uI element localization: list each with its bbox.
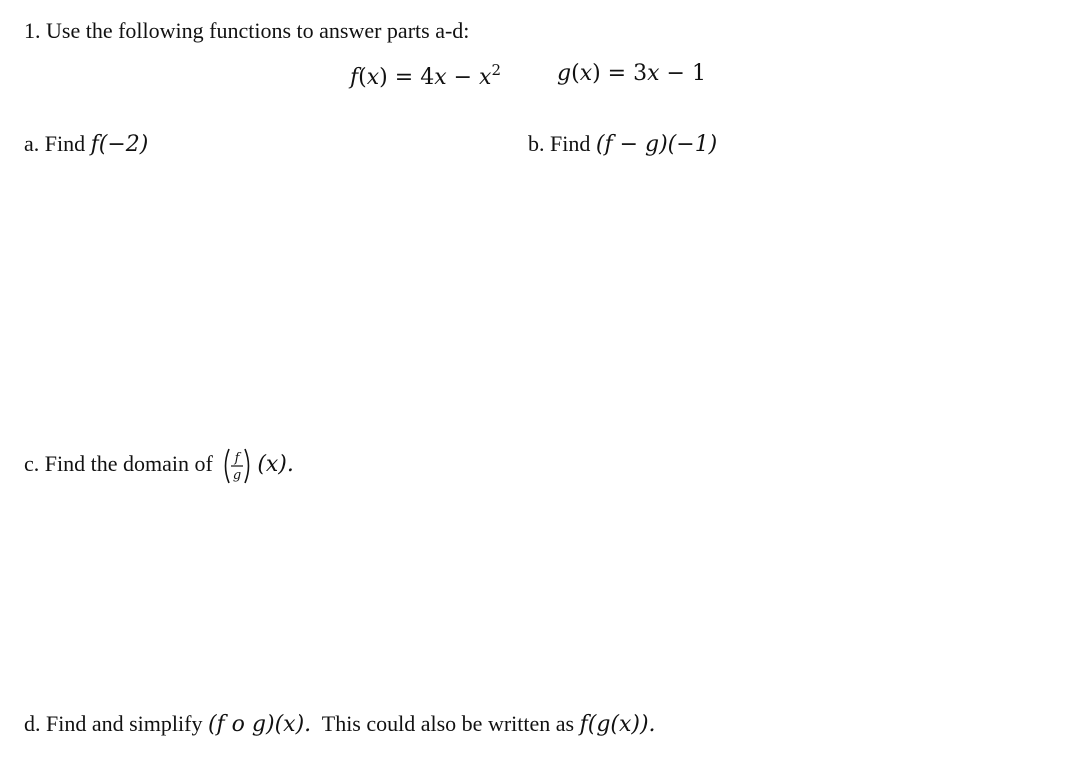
- part-d-prefix: d. Find and simplify: [24, 711, 208, 736]
- question-intro: 1. Use the following functions to answer parts a-d:: [24, 18, 470, 43]
- part-b-expression: (f − g)(−1): [595, 132, 718, 157]
- part-c-prefix: c. Find the domain of: [24, 451, 219, 477]
- f-definition: $f(x) = 4x - x^2$: [350, 61, 501, 90]
- part-d-expression-2: f(g(x)).: [579, 712, 656, 737]
- part-a-prefix: a. Find: [24, 131, 91, 156]
- part-c: [24, 446, 294, 486]
- fraction-denominator: g: [233, 468, 242, 483]
- part-d: [24, 713, 656, 736]
- g-definition: g(x) = 3x − 1: [557, 61, 706, 86]
- f-over-g-fraction: [220, 446, 254, 486]
- part-d-expression: (f o g)(x).: [207, 712, 312, 737]
- part-a: [24, 133, 148, 156]
- fraction-numerator: f: [234, 451, 240, 466]
- part-a-expression: f(−2): [90, 132, 149, 157]
- part-b-prefix: b. Find: [528, 131, 596, 156]
- part-b: [528, 133, 717, 156]
- part-c-suffix: (x).: [257, 452, 294, 478]
- part-d-middle: This could also be written as: [311, 711, 580, 736]
